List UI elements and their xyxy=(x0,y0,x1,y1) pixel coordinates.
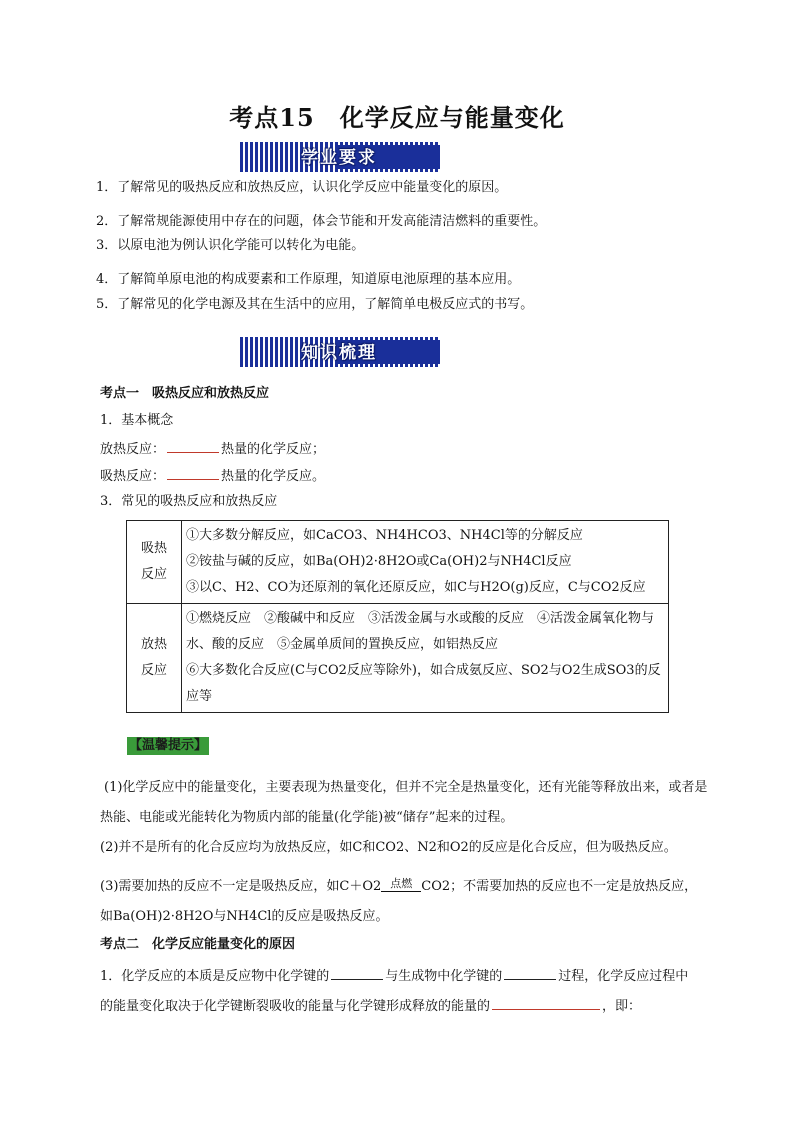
blank-field[interactable] xyxy=(167,439,219,453)
tip3-prefix: (3)需要加热的反应不一定是吸热反应，如C＋O2 xyxy=(100,879,382,894)
line2-a: 的能量变化取决于化学键断裂吸收的能量与化学键形成释放的能量的 xyxy=(100,999,491,1014)
exothermic-label xyxy=(127,604,182,713)
table-line: ①大多数分解反应，如CaCO3、NH4HCO3、NH4Cl等的分解反应 xyxy=(186,528,583,543)
table-row xyxy=(127,521,669,604)
requirements-banner xyxy=(240,142,438,172)
requirements-banner-text: 学业要求 xyxy=(301,148,377,168)
table-line: ①燃烧反应 ②酸碱中和反应 ③活泼金属与水或酸的反应 ④活泼金属氧化物与水、酸的反应 ⑤金属单质间的置换反应，如铝热反应 xyxy=(186,611,655,652)
knowledge-banner-text: 知识梳理 xyxy=(301,343,377,363)
tip-3 xyxy=(100,872,715,932)
condition-arrow xyxy=(381,877,421,892)
point2-heading: 考点二 化学反应能量变化的原因 xyxy=(100,937,296,952)
requirement-item: 5．了解常见的化学电源及其在生活中的应用，了解简单电极反应式的书写。 xyxy=(96,297,534,312)
table-row xyxy=(127,604,669,713)
common-reactions-heading: 3．常见的吸热反应和放热反应 xyxy=(100,494,278,509)
endo-prefix: 吸热反应： xyxy=(100,469,166,484)
table-line: ②铵盐与碱的反应，如Ba(OH)2·8H2O或Ca(OH)2与NH4Cl反应 xyxy=(186,554,572,569)
blank-field[interactable] xyxy=(167,466,219,480)
endo-suffix: 热量的化学反应。 xyxy=(221,469,326,484)
exothermic-content xyxy=(182,604,669,713)
tip-2: (2)并不是所有的化合反应均为放热反应，如C和CO2、N2和O2的反应是化合反应，但为吸热反应。 xyxy=(100,840,677,855)
exothermic-definition xyxy=(100,439,325,459)
line1-a: 1．化学反应的本质是反应物中化学键的 xyxy=(100,969,330,984)
label-line: 反应 xyxy=(140,663,167,678)
line1-c: 过程，化学反应过程中 xyxy=(558,969,689,984)
point1-heading: 考点一 吸热反应和放热反应 xyxy=(100,386,270,401)
reaction-table xyxy=(126,520,669,713)
endothermic-content xyxy=(182,521,669,604)
endothermic-label xyxy=(127,521,182,604)
blank-field[interactable] xyxy=(492,996,600,1010)
label-line: 吸热 xyxy=(140,541,167,556)
label-line: 放热 xyxy=(140,637,167,652)
basic-concept: 1．基本概念 xyxy=(100,413,174,428)
tip-label: 【温馨提示】 xyxy=(129,738,208,753)
line2-b: ，即： xyxy=(602,999,642,1014)
label-line: 反应 xyxy=(140,567,167,582)
tip3-suffix: 如Ba(OH)2·8H2O与NH4Cl的反应是吸热反应。 xyxy=(100,909,389,924)
requirement-item: 2．了解常规能源使用中存在的问题，体会节能和开发高能清洁燃料的重要性。 xyxy=(96,214,547,229)
requirement-item: 1．了解常见的吸热反应和放热反应，认识化学反应中能量变化的原因。 xyxy=(96,180,508,195)
knowledge-banner xyxy=(240,337,438,367)
tip3-mid: CO2；不需要加热的反应也不一定是放热反应， xyxy=(421,879,698,894)
tip-1: (1)化学反应中的能量变化，主要表现为热量变化，但并不完全是热量变化，还有光能等释放出来，或者是热能、电能或光能转化为物质内部的能量(化学能)被“储存”起来的过程。 xyxy=(100,780,708,825)
requirement-item: 3．以原电池为例认识化学能可以转化为电能。 xyxy=(96,238,365,253)
exo-suffix: 热量的化学反应； xyxy=(221,442,326,457)
exo-prefix: 放热反应： xyxy=(100,442,166,457)
condition-label: 点燃 xyxy=(390,877,413,890)
blank-field[interactable] xyxy=(504,966,556,980)
line1-b: 与生成物中化学键的 xyxy=(385,969,503,984)
table-line: ⑥大多数化合反应(C与CO2反应等除外)，如合成氨反应、SO2与O2生成SO3的反应等 xyxy=(186,663,661,704)
table-line: ③以C、H2、CO为还原剂的氧化还原反应，如C与H2O(g)反应，C与CO2反应 xyxy=(186,580,646,595)
point2-paragraph xyxy=(100,962,715,1022)
blank-field[interactable] xyxy=(331,966,383,980)
page-title: 考点15 化学反应与能量变化 xyxy=(229,103,565,132)
endothermic-definition xyxy=(100,466,325,486)
requirement-item: 4．了解简单原电池的构成要素和工作原理，知道原电池原理的基本应用。 xyxy=(96,272,521,287)
